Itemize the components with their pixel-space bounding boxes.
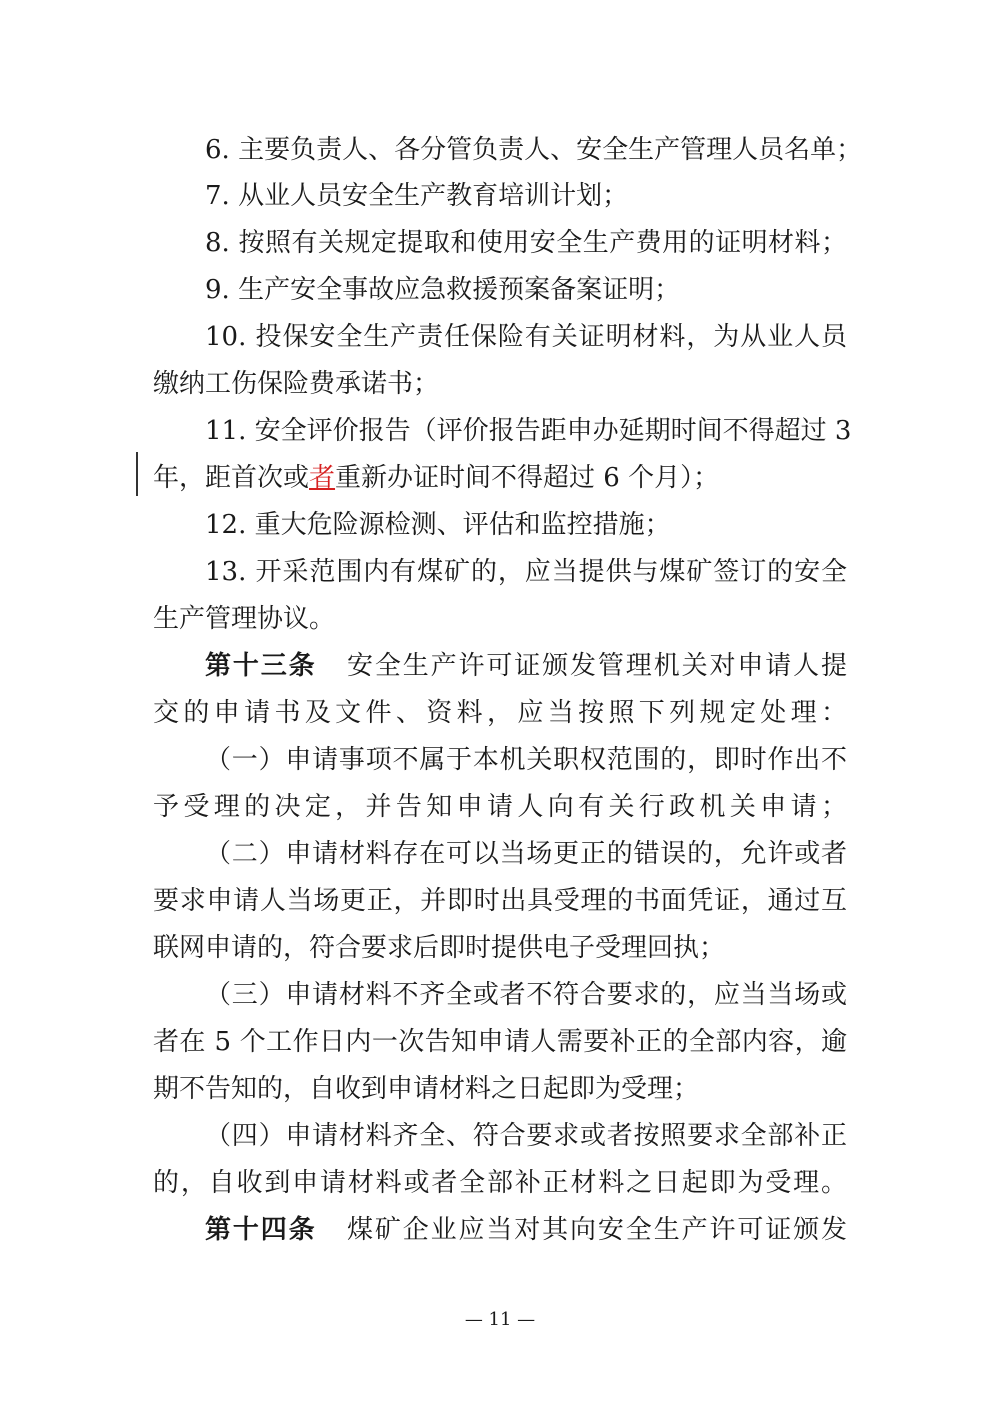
clause-3-cont: 期不告知的，自收到申请材料之日起即为受理； <box>153 1074 700 1104</box>
text-run: 年，距首次或 <box>153 463 310 493</box>
text-run: 重新办证时间不得超过 6 个月）； <box>335 463 720 493</box>
article-number: 第十四条 <box>205 1215 317 1245</box>
article-text: 安全生产许可证颁发管理机关对申请人提 <box>346 651 847 681</box>
list-item-8: 8. 按照有关规定提取和使用安全生产费用的证明材料； <box>205 228 847 258</box>
list-item-11-cont <box>153 458 847 498</box>
clause-3: （三）申请材料不齐全或者不符合要求的，应当当场或 <box>205 980 847 1010</box>
list-item-12: 12. 重大危险源检测、评估和监控措施； <box>205 510 671 540</box>
paragraph-line: 交的申请书及文件、资料，应当按照下列规定处理： <box>153 698 847 728</box>
list-item-13: 13. 开采范围内有煤矿的，应当提供与煤矿签订的安全 <box>205 557 847 587</box>
clause-2-cont: 联网申请的，符合要求后即时提供电子受理回执； <box>153 933 726 963</box>
list-item-6: 6. 主要负责人、各分管负责人、安全生产管理人员名单； <box>205 135 863 165</box>
article-number: 第十三条 <box>205 651 317 681</box>
clause-4: （四）申请材料齐全、符合要求或者按照要求全部补正 <box>205 1121 847 1151</box>
revision-bar <box>136 452 138 496</box>
list-item-13-cont: 生产管理协议。 <box>153 604 336 634</box>
list-item-7: 7. 从业人员安全生产教育培训计划； <box>205 181 629 211</box>
list-item-10-cont: 缴纳工伤保险费承诺书； <box>153 369 440 399</box>
clause-1: （一）申请事项不属于本机关职权范围的，即时作出不 <box>205 745 847 775</box>
revised-char: 者 <box>309 463 336 493</box>
clause-1-cont: 予受理的决定，并告知申请人向有关行政机关申请； <box>153 792 847 822</box>
list-item-11: 11. 安全评价报告（评价报告距申办延期时间不得超过 3 <box>205 416 852 446</box>
list-item-9: 9. 生产安全事故应急救援预案备案证明； <box>205 275 681 305</box>
clause-2-cont: 要求申请人当场更正，并即时出具受理的书面凭证，通过互 <box>153 886 847 916</box>
clause-2: （二）申请材料存在可以当场更正的错误的，允许或者 <box>205 839 847 869</box>
page-number: — 11 — <box>464 1309 536 1330</box>
list-item-10: 10. 投保安全生产责任保险有关证明材料，为从业人员 <box>205 322 847 352</box>
article-13-heading <box>153 646 847 686</box>
clause-3-cont: 者在 5 个工作日内一次告知申请人需要补正的全部内容，逾 <box>153 1027 847 1057</box>
article-text: 煤矿企业应当对其向安全生产许可证颁发 <box>346 1215 847 1245</box>
clause-4-cont: 的，自收到申请材料或者全部补正材料之日起即为受理。 <box>153 1168 847 1198</box>
article-14-heading <box>153 1210 847 1250</box>
